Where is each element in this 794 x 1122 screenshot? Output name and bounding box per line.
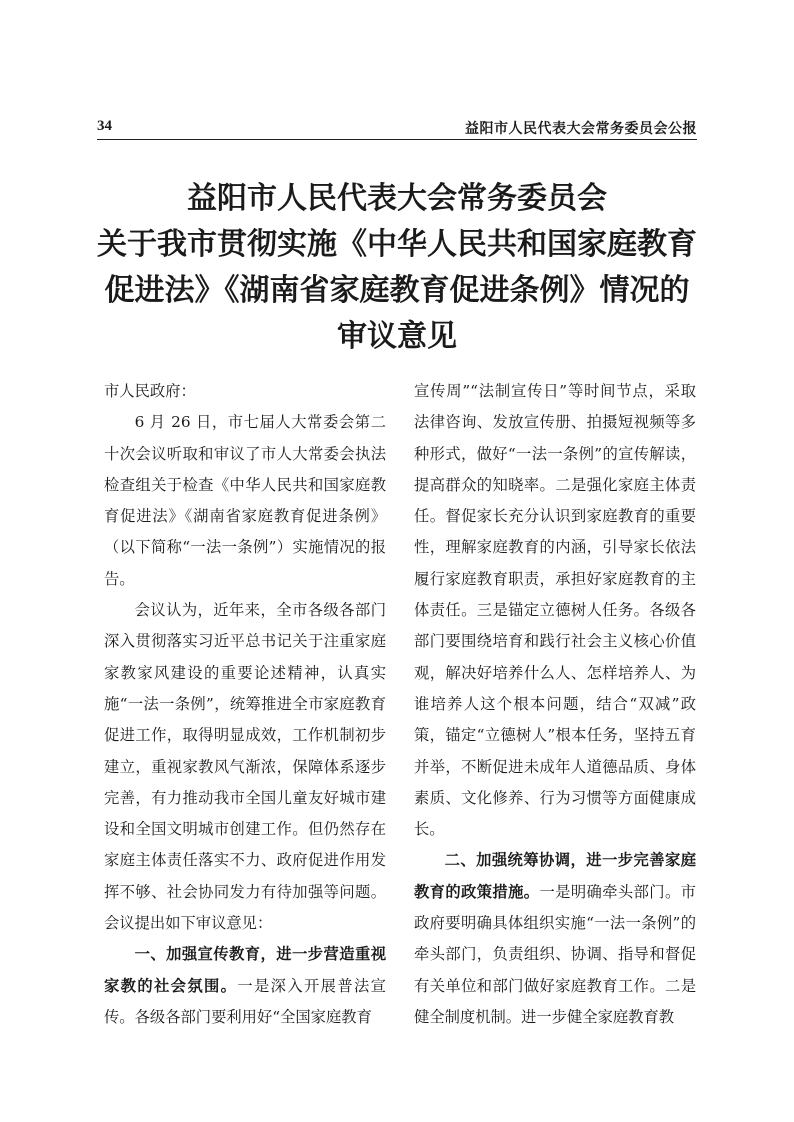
right-column <box>414 376 696 1033</box>
salutation: 市人民政府： <box>104 382 196 400</box>
section-2-paragraph <box>414 845 696 1033</box>
header-rule <box>97 139 697 140</box>
journal-title: 益阳市人民代表大会常务委员会公报 <box>465 121 697 137</box>
title-line-3: 促进法》《湖南省家庭教育促进条例》情况的 <box>104 273 690 308</box>
document-title <box>97 176 697 360</box>
section-1-paragraph <box>104 939 386 1033</box>
title-line-2: 关于我市贯彻实施《中华人民共和国家庭教育 <box>97 227 697 262</box>
section-1-text-continued: 宣传周”“法制宣传日”等时间节点，采取法律咨询、发放宣传册、拍摄短视频等多种形式，做好“一法一条例”的宣传解读，提高群众的知晓率。二是强化家庭主体责任。督促家长充分认识到家庭教育的重要性，理解家庭教育的内涵，引导家长依法履行家庭教育职责，承担好家庭教育的主体责任。三是锚定立德树人任务。各级各部门要围绕培育和践行社会主义核心价值观，解决好培养什么人、怎样培养人、为谁培养人这个根本问题，结合“双减”政策，锚定“立德树人”根本任务，坚持五育并举，不断促进未成年人道德品质、身体素质、文化修养、行为习惯等方面健康成长。 <box>414 382 696 839</box>
paragraph-2: 会议认为，近年来，全市各级各部门深入贯彻落实习近平总书记关于注重家庭家教家风建设的重要论述精神，认真实施“一法一条例”，统筹推进全市家庭教育促进工作，取得明显成效，工作机制初步建立，重视家教风气渐浓，保障体系逐步完善，有力推动我市全国儿童友好城市建设和全国文明城市创建工作。但仍然存在家庭主体责任落实不力、政府促进作用发挥不够、社会协同发力有待加强等问题。会议提出如下审议意见： <box>104 601 386 933</box>
title-line-1: 益阳市人民代表大会常务委员会 <box>187 181 607 216</box>
page-number: 34 <box>97 118 112 134</box>
section-1-text-start: 一是深入开展普法宣传。各级各部门要利用好“全国家庭教育 <box>104 976 386 1026</box>
section-2-text: 一是明确牵头部门。市政府要明确具体组织实施“一法一条例”的牵头部门，负责组织、协调、指导和督促有关单位和部门做好家庭教育工作。二是健全制度机制。进一步健全家庭教育教 <box>414 882 696 1026</box>
paragraph-1: 6 月 26 日，市七届人大常委会第二十次会议听取和审议了市人大常委会执法检查组关于检查《中华人民共和国家庭教育促进法》《湖南省家庭教育促进条例》（以下简称“一法一条例”）实施情况的报告。 <box>104 413 386 588</box>
page-header <box>97 118 697 140</box>
left-column <box>104 376 386 1033</box>
section-2-heading: 二、加强统筹协调，进一步完善家庭教育的政策措施。 <box>414 851 696 901</box>
title-line-4: 审议意见 <box>337 319 457 354</box>
section-1-heading: 一、加强宣传教育，进一步营造重视家教的社会氛围。 <box>104 945 386 995</box>
